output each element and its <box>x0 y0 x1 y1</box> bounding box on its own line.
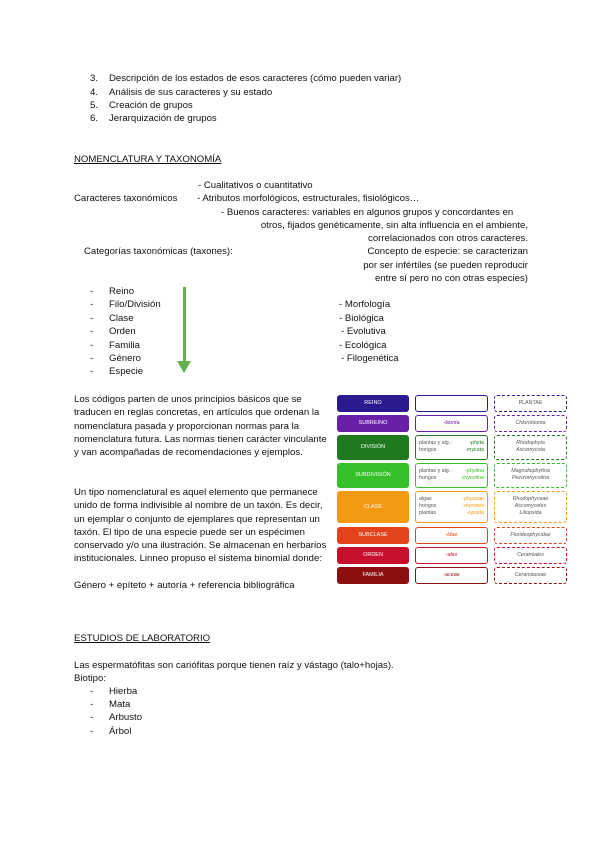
arrow-head <box>177 361 191 373</box>
bullet: - <box>90 286 94 297</box>
step-number: 3. <box>89 73 98 84</box>
diagram-rank-box: DIVISIÓN <box>337 435 409 460</box>
diagram-example: Pezizomycotina <box>511 475 550 481</box>
diagram-suffix-box <box>415 547 488 564</box>
diagram-group: hongos <box>419 475 437 481</box>
bullet: - <box>90 340 94 351</box>
species-concept-line: Concepto de especie: se caracterizan <box>367 246 528 257</box>
step-number: 4. <box>89 87 98 98</box>
bullet: - <box>90 686 94 697</box>
concept-item: - Morfología <box>339 299 391 310</box>
diagram-group: plantas <box>419 510 437 516</box>
type-paragraph: Un tipo nomenclatural es aquel elemento que permanece unido de forma indivisible al nombre de un taxón. Es decir, un ejemplar o conjunto de ejemplares que representan un taxón. El tipo de una especie puede ser un espécimen conservado y/o una ilustración. Se almacenan en herbarios institucionales. Linneo propuso el sistema binomial donde: <box>74 487 327 565</box>
species-concept-line: por ser infértiles (se pueden reproducir <box>363 260 528 271</box>
diagram-rank-box: SUBREINO <box>337 415 409 432</box>
step-text: Análisis de sus caracteres y su estado <box>109 87 273 98</box>
step-number: 6. <box>89 113 98 124</box>
bullet: - <box>90 326 94 337</box>
bullet: - <box>90 712 94 723</box>
species-concept-line: entre sí pero no con otras especies) <box>374 273 528 284</box>
step-text: Descripción de los estados de esos caracteres (cómo pueden variar) <box>109 73 402 84</box>
biotype-item: Mata <box>109 699 131 710</box>
diagram-suffix: -opsida <box>466 510 484 516</box>
categories-label: Categorías taxonómicas (taxones): <box>84 246 233 257</box>
concept-item: - Ecológica <box>339 340 387 351</box>
rank-item: Familia <box>109 340 140 351</box>
concept-item: - Filogenética <box>341 353 399 364</box>
section-heading-nomenclature: NOMENCLATURA Y TAXONOMÍA <box>74 154 222 165</box>
good-chars-line: otros, fijados genéticamente, sin alta influencia en el ambiente, <box>260 220 528 231</box>
bullet: - <box>90 313 94 324</box>
rank-item: Clase <box>109 313 134 324</box>
diagram-group: hongos <box>419 447 437 453</box>
diagram-example: Ceramiales <box>517 552 544 558</box>
diagram-suffix-box <box>415 435 488 460</box>
chars-item: - Atributos morfológicos, estructurales, fisiológicos… <box>197 193 420 204</box>
diagram-example: Ascomycetes <box>514 503 547 509</box>
diagram-suffix: -phyceae <box>462 496 484 502</box>
diagram-suffix: -bionta <box>443 420 460 426</box>
diagram-example: Ascomycota <box>516 447 545 453</box>
section-heading-lab: ESTUDIOS DE LABORATORIO <box>74 633 211 644</box>
diagram-suffix-box <box>415 491 488 523</box>
lab-line: Las espermatófitas son cariófitas porque tienen raíz y vástago (talo+hojas). <box>74 660 394 671</box>
diagram-suffix: -phyta <box>469 440 484 446</box>
biotype-item: Árbol <box>109 726 132 737</box>
diagram-group: plantas y alg.: <box>419 468 452 474</box>
diagram-suffix-box <box>415 567 488 584</box>
diagram-example: Magnoliophytina <box>511 468 550 474</box>
rank-item: Reino <box>109 286 135 297</box>
diagram-group: plantas y alg.: <box>419 440 452 446</box>
diagram-rank-box: SUBCLASE <box>337 527 409 544</box>
bullet: - <box>90 726 94 737</box>
diagram-example: Florideophycidae <box>510 532 551 538</box>
diagram-example: Rhodophyta <box>516 440 545 446</box>
rank-item: Especie <box>109 366 144 377</box>
good-chars-line: - Buenos caracteres: variables en algunos grupos y concordantes en <box>221 207 514 218</box>
diagram-suffix: -idae <box>445 532 458 538</box>
diagram-suffix: -ales <box>445 552 458 558</box>
bullet: - <box>90 353 94 364</box>
step-text: Creación de grupos <box>109 100 193 111</box>
diagram-rank-box: SUBDIVISIÓN <box>337 463 409 488</box>
chars-label: Caracteres taxonómicos <box>74 193 178 204</box>
rank-item: Orden <box>109 326 136 337</box>
step-number: 5. <box>89 100 98 111</box>
concept-item: - Biológica <box>339 313 384 324</box>
diagram-suffix: -aceae <box>443 572 460 578</box>
diagram-rank-box: ORDEN <box>337 547 409 564</box>
diagram-example: Rhodophyceae <box>512 496 549 502</box>
diagram-group: hongos <box>419 503 437 509</box>
diagram-rank-box: REINO <box>337 395 409 412</box>
diagram-suffix-box <box>415 463 488 488</box>
bullet: - <box>90 366 94 377</box>
diagram-suffix-box <box>415 415 488 432</box>
bullet: - <box>90 699 94 710</box>
diagram-suffix: -mycetes <box>462 503 484 509</box>
diagram-group: algas <box>419 496 432 502</box>
biotype-item: Hierba <box>109 686 138 697</box>
diagram-rank-box: FAMILIA <box>337 567 409 584</box>
diagram-example-box <box>494 435 567 460</box>
binomial-formula: Género + epíteto + autoría + referencia bibliográfica <box>74 580 295 591</box>
diagram-example-box <box>494 527 567 544</box>
diagram-example-box <box>494 547 567 564</box>
diagram-example: Ceramiaceae <box>514 572 547 578</box>
arrow-shaft <box>183 287 186 361</box>
diagram-example-box <box>494 415 567 432</box>
diagram-example-box <box>494 491 567 523</box>
biotype-label: Biotipo: <box>74 673 106 684</box>
rank-item: Género <box>109 353 141 364</box>
diagram-example-box <box>494 463 567 488</box>
diagram-suffix: -mycotina <box>461 475 484 481</box>
diagram-suffix-box <box>415 527 488 544</box>
chars-item: - Cualitativos o cuantitativo <box>198 180 313 191</box>
diagram-example: Chlorobionta <box>515 420 546 426</box>
diagram-rank-box: CLASE <box>337 491 409 523</box>
biotype-item: Arbusto <box>109 712 143 723</box>
diagram-example-box <box>494 567 567 584</box>
diagram-suffix: -phytina <box>465 468 484 474</box>
codes-paragraph: Los códigos parten de unos principios básicos que se traducen en reglas concretas, en artículos que ordenan la nomenclatura pasada y proporcionan normas para la nomenclatura futura. Las normas tienen carácter vinculante y van acompañadas de recomendaciones y ejemplos. <box>74 394 327 459</box>
step-text: Jerarquización de grupos <box>109 113 217 124</box>
diagram-example: Liliopsida <box>519 510 542 516</box>
rank-item: Filo/División <box>109 299 161 310</box>
bullet: - <box>90 299 94 310</box>
good-chars-line: correlacionados con otros caracteres. <box>368 233 528 244</box>
concept-item: - Evolutiva <box>341 326 386 337</box>
diagram-suffix: -mycota <box>465 447 484 453</box>
diagram-suffix-box <box>415 395 488 412</box>
diagram-example-box <box>494 395 567 412</box>
diagram-example: PLANTAE <box>518 400 543 406</box>
